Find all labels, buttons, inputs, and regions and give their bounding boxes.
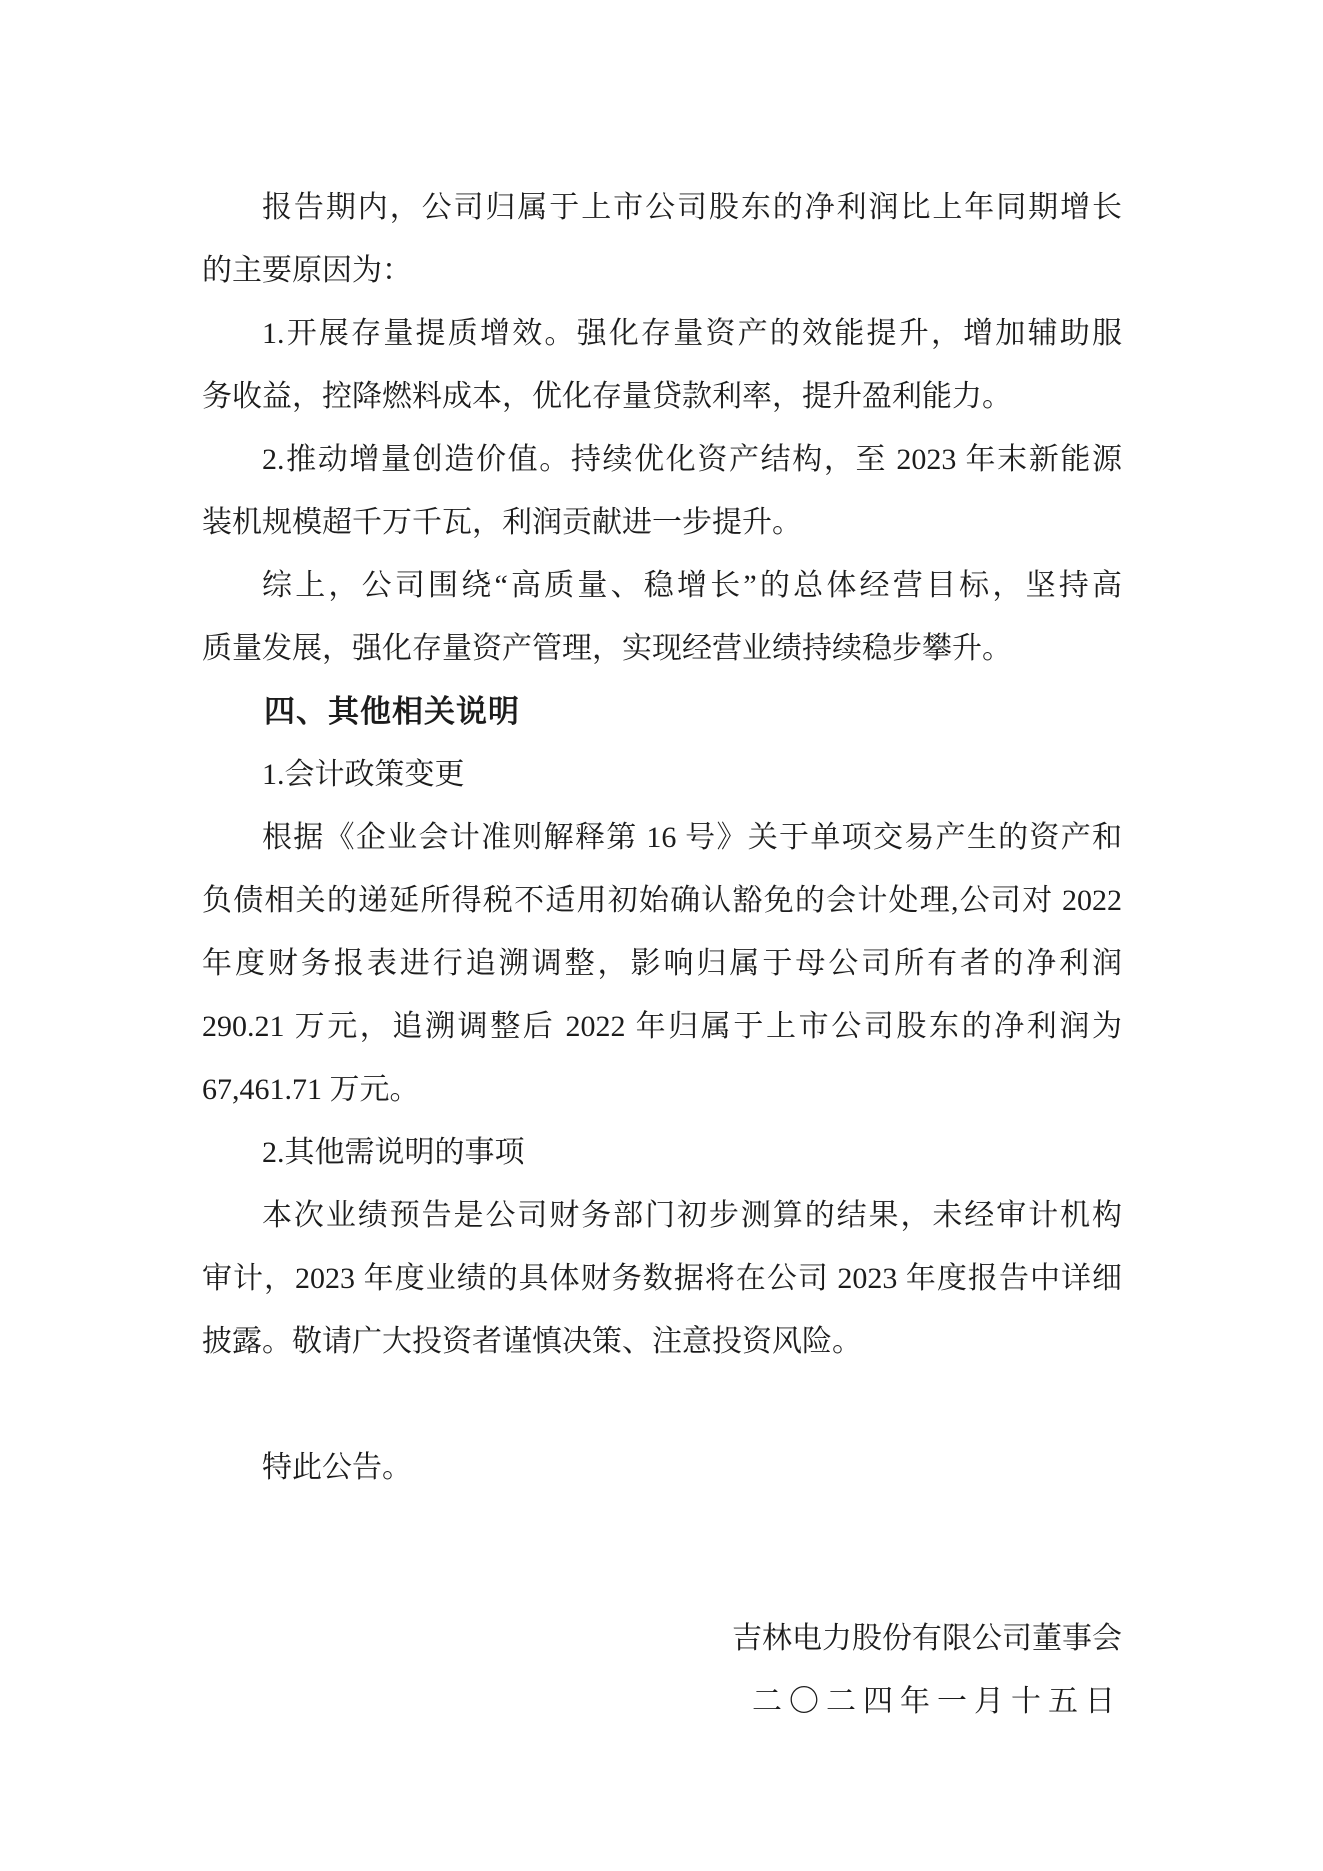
text-line: 根据《企业会计准则解释第 16 号》关于单项交易产生的资产和: [262, 821, 1122, 854]
section-heading-other-notes: [202, 680, 1122, 743]
blank-gap: [202, 1562, 1122, 1607]
document-body: [202, 176, 1122, 1733]
blank-line: [202, 1373, 1122, 1436]
text-line: 装机规模超千万千瓦，利润贡献进一步提升。: [202, 506, 802, 539]
text-line: 年度财务报表进行追溯调整，影响归属于母公司所有者的净利润: [202, 947, 1122, 980]
blank-line: [202, 1499, 1122, 1562]
text-line: 披露。敬请广大投资者谨慎决策、注意投资风险。: [202, 1325, 862, 1358]
paragraph-reason-1-stock-quality-efficiency: [202, 302, 1122, 428]
sub-item-title-other-matters: [202, 1121, 1122, 1184]
text-line: 的主要原因为：: [202, 254, 412, 287]
text-line: 1.开展存量提质增效。强化存量资产的效能提升，增加辅助服: [262, 317, 1122, 350]
text-line: 务收益，控降燃料成本，优化存量贷款利率，提升盈利能力。: [202, 380, 1012, 413]
text-line: 2.推动增量创造价值。持续优化资产结构，至 2023 年末新能源: [262, 443, 1122, 476]
text-line: 2.其他需说明的事项: [262, 1136, 525, 1169]
text-line: 特此公告。: [262, 1451, 412, 1484]
text-line: 290.21 万元，追溯调整后 2022 年归属于上市公司股东的净利润为: [202, 1010, 1122, 1043]
signature-company-name: 吉林电力股份有限公司董事会: [732, 1622, 1122, 1655]
text-line: 1.会计政策变更: [262, 758, 465, 791]
text-line: 本次业绩预告是公司财务部门初步测算的结果，未经审计机构: [262, 1199, 1122, 1232]
paragraph-accounting-policy-details: [202, 806, 1122, 1121]
text-line: 报告期内，公司归属于上市公司股东的净利润比上年同期增长: [262, 191, 1122, 224]
text-line: 67,461.71 万元。: [202, 1073, 420, 1106]
text-line: 负债相关的递延所得税不适用初始确认豁免的会计处理,公司对 2022: [202, 884, 1122, 917]
section-heading-text: 四、其他相关说明: [264, 694, 520, 729]
signature-date: 二〇二四年一月十五日: [752, 1685, 1122, 1718]
sub-item-title-accounting-policy-change: [202, 743, 1122, 806]
paragraph-forecast-disclaimer: [202, 1184, 1122, 1373]
paragraph-reason-2-incremental-value: [202, 428, 1122, 554]
text-line: 综上，公司围绕“高质量、稳增长”的总体经营目标，坚持高: [262, 569, 1122, 602]
paragraph-summary: [202, 554, 1122, 680]
paragraph-closing-announcement: [202, 1436, 1122, 1499]
text-line: 质量发展，强化存量资产管理，实现经营业绩持续稳步攀升。: [202, 632, 1012, 665]
paragraph-net-profit-growth-reasons-intro: [202, 176, 1122, 302]
text-line: 审计，2023 年度业绩的具体财务数据将在公司 2023 年度报告中详细: [202, 1262, 1122, 1295]
